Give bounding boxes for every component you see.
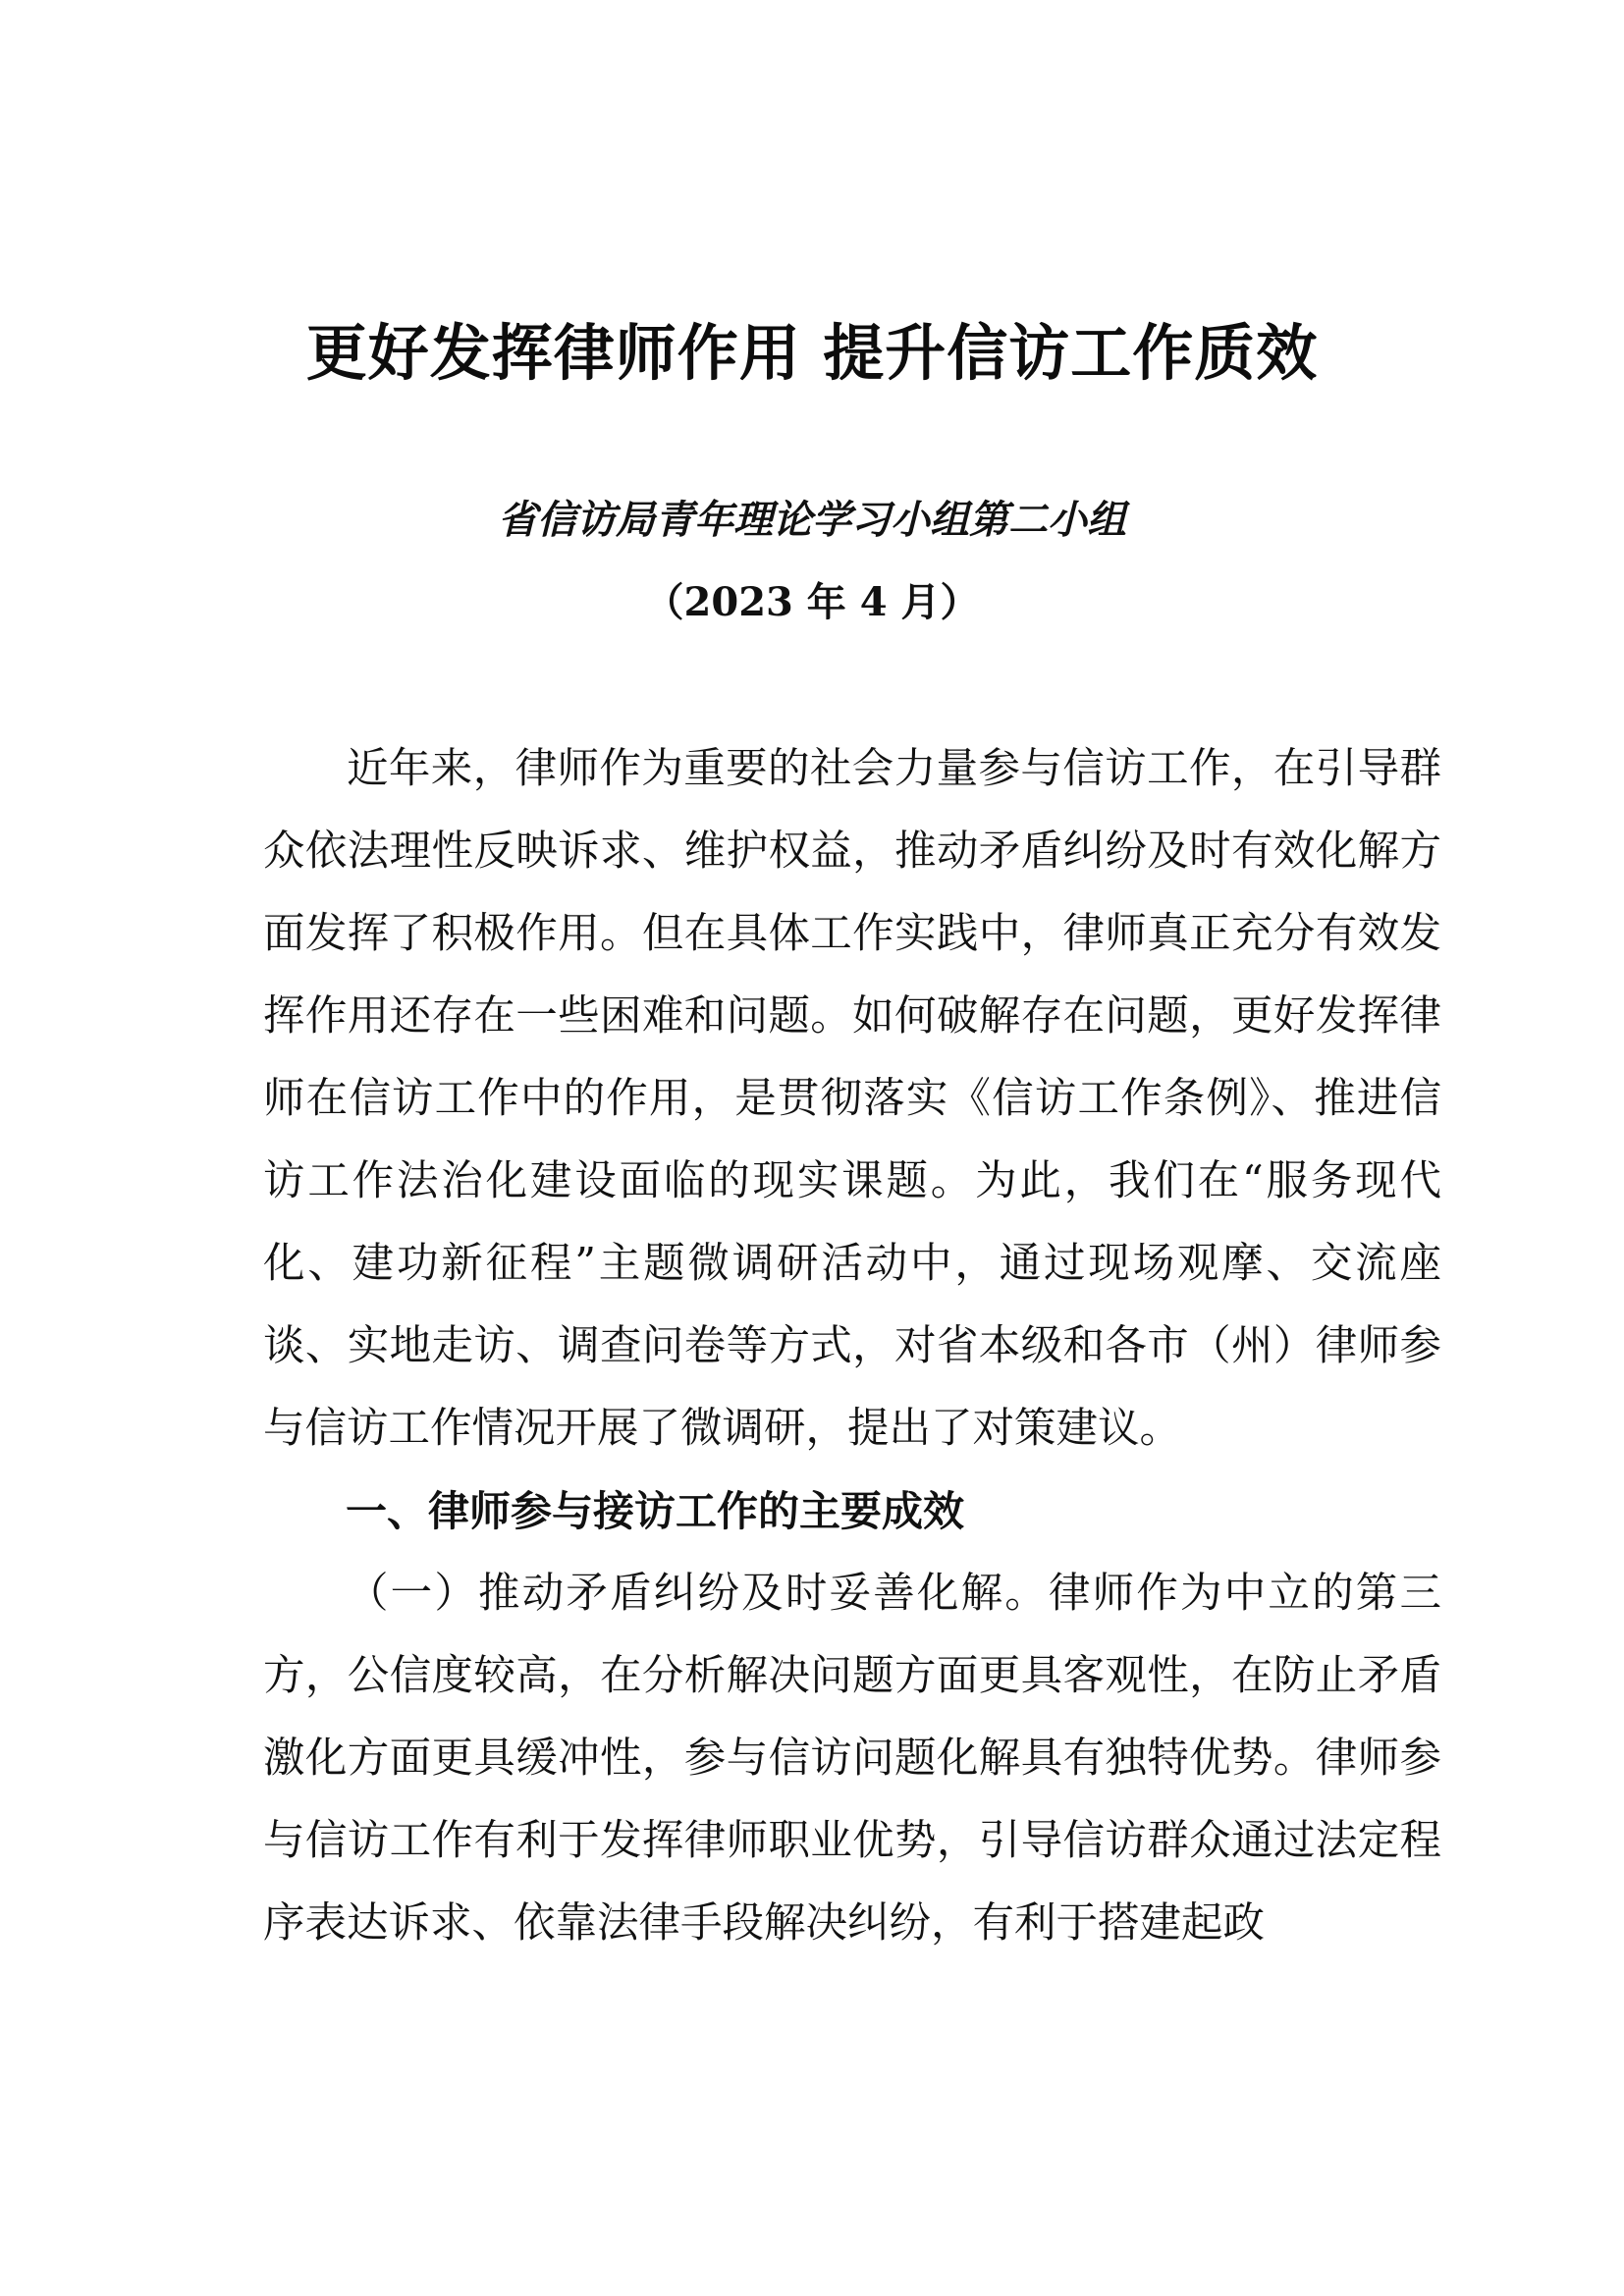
document-body [263,728,1441,1965]
section-heading: 一、律师参与接访工作的主要成效 [346,1487,965,1535]
body-paragraph: 近年来，律师作为重要的社会力量参与信访工作，在引导群众依法理性反映诉求、维护权益，推动矛盾纠纷及时有效化解方面发挥了积极作用。但在具体工作实践中，律师真正充分有效发挥作用还存在一些困难和问题。如何破解存在问题，更好发挥律师在信访工作中的作用，是贯彻落实《信访工作条例》、推进信访工作法治化建设面临的现实课题。为此，我们在“服务现代化、建功新征程”主题微调研活动中，通过现场观摩、交流座谈、实地走访、调查问卷等方式，对省本级和各市（州）律师参与信访工作情况开展了微调研，提出了对策建议。 [263,745,1441,1453]
author-line: 省信访局青年理论学习小组第二小组 [498,497,1126,543]
body-paragraph: （一）推动矛盾纠纷及时妥善化解。律师作为中立的第三方，公信度较高，在分析解决问题方面更具客观性，在防止矛盾激化方面更具缓冲性，参与信访问题化解具有独特优势。律师参与信访工作有利于发挥律师职业优势，引导信访群众通过法定程序表达诉求、依靠法律手段解决纠纷，有利于搭建起政 [263,1570,1441,1948]
date-line: （2023 年 4 月） [644,579,980,625]
document-title: 更好发挥律师作用 提升信访工作质效 [305,317,1319,389]
